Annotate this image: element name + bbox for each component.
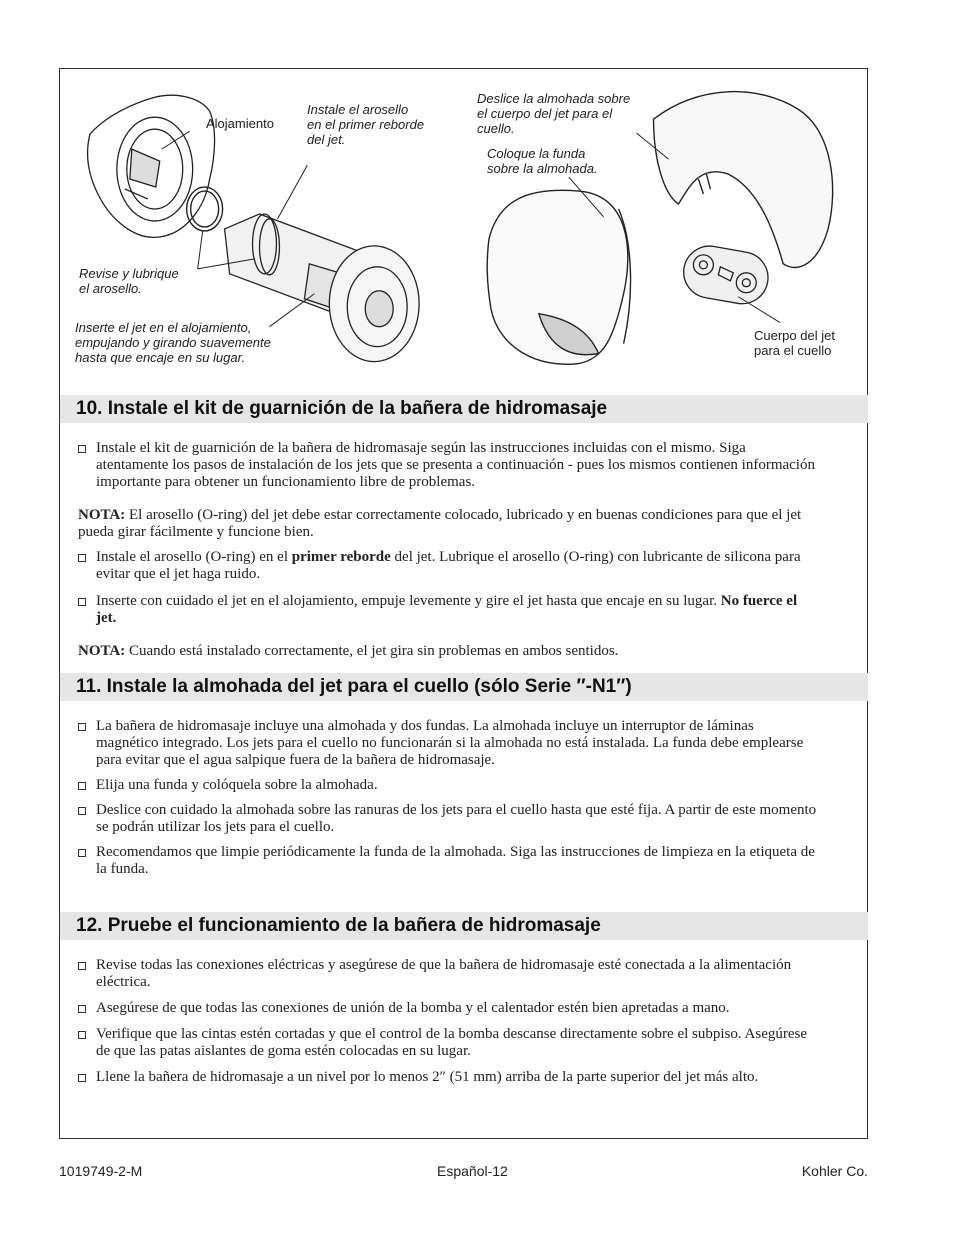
- section-12-title: 12. Pruebe el funcionamiento de la bañera de hidromasaje: [76, 915, 601, 936]
- footer-doc-number: 1019749-2-M: [59, 1163, 143, 1179]
- section-11-title: 11. Instale la almohada del jet para el cuello (sólo Serie ″-N1″): [76, 676, 632, 697]
- label-housing: Alojamiento: [206, 116, 274, 131]
- checkbox-square-icon: [78, 723, 86, 731]
- neck-jet-body-drawing: [680, 242, 773, 308]
- label-place-cover: Coloque la funda sobre la almohada.: [487, 146, 598, 176]
- label-slide-pillow: Deslice la almohada sobre el cuerpo del jet para el cuello.: [477, 91, 631, 136]
- note-paragraph: NOTA: Cuando está instalado correctamente, el jet gira sin problemas en ambos sentidos.: [78, 643, 619, 659]
- bullet-item: Instale el arosello (O-ring) en el primer reborde del jet. Lubrique el arosello (O-ring) con lubricante de silicona para evitar que el jet haga ruido.: [78, 549, 818, 583]
- label-check-lube: Revise y lubrique el arosello.: [79, 266, 179, 296]
- bullet-item: La bañera de hidromasaje incluye una almohada y dos fundas. La almohada incluye un interruptor de láminas magnético integrado. Los jets para el cuello no funcionarán si la almohada no está instalada. La funda debe emplearse para evitar que el agua salpique fuera de la bañera de hidromasaje.: [78, 718, 818, 769]
- checkbox-square-icon: [78, 782, 86, 790]
- pillow-cover-drawing: [654, 92, 833, 268]
- bullet-item: Inserte con cuidado el jet en el alojamiento, empuje levemente y gire el jet hasta que encaje en su lugar. No fuerce el jet.: [78, 593, 818, 627]
- footer-company: Kohler Co.: [801, 1163, 868, 1179]
- section-12-heading-bar: [60, 912, 868, 940]
- bullet-item: Llene la bañera de hidromasaje a un nivel por lo menos 2″ (51 mm) arriba de la parte superior del jet más alto.: [78, 1069, 818, 1086]
- section-10-heading-bar: [60, 395, 868, 423]
- section-10-body: [78, 440, 818, 660]
- section-11-body: [78, 718, 818, 878]
- checkbox-square-icon: [78, 598, 86, 606]
- pillow-drawing: [487, 190, 630, 364]
- checkbox-square-icon: [78, 962, 86, 970]
- checkbox-square-icon: [78, 1031, 86, 1039]
- label-insert-jet: Inserte el jet en el alojamiento, empujando y girando suavemente hasta que encaje en su lugar.: [75, 320, 271, 365]
- bullet-item: Deslice con cuidado la almohada sobre las ranuras de los jets para el cuello hasta que esté fija. A partir de este momento se podrán utilizar los jets para el cuello.: [78, 802, 818, 836]
- checkbox-square-icon: [78, 1005, 86, 1013]
- checkbox-square-icon: [78, 807, 86, 815]
- label-install-oring: Instale el arosello en el primer reborde del jet.: [307, 102, 425, 147]
- bullet-item: Revise todas las conexiones eléctricas y asegúrese de que la bañera de hidromasaje esté conectada a la alimentación eléctrica.: [78, 957, 818, 991]
- bullet-item: Verifique que las cintas estén cortadas y que el control de la bomba descanse directamente sobre el subpiso. Asegúrese de que las patas aislantes de goma estén colocadas en su lugar.: [78, 1026, 818, 1060]
- wall-housing-drawing: [88, 95, 215, 237]
- checkbox-square-icon: [78, 849, 86, 857]
- bullet-item: Recomendamos que limpie periódicamente la funda de la almohada. Siga las instrucciones de limpieza en la etiqueta de la funda.: [78, 844, 818, 878]
- footer-page-number: Español-12: [437, 1163, 508, 1179]
- checkbox-square-icon: [78, 1074, 86, 1082]
- checkbox-square-icon: [78, 445, 86, 453]
- section-12-body: [78, 957, 818, 1086]
- section-11-heading-bar: [60, 673, 868, 701]
- oring-drawing: [187, 187, 223, 231]
- note-paragraph: NOTA: El arosello (O-ring) del jet debe estar correctamente colocado, lubricado y en buenas condiciones para que el jet pueda girar fácilmente y funcione bien.: [78, 507, 802, 540]
- bullet-item: Instale el kit de guarnición de la bañera de hidromasaje según las instrucciones incluidas con el mismo. Siga atentamente los pasos de instalación de los jets que se presenta a continuación - pues los mismos contienen información importante para obtener un funcionamiento libre de problemas.: [78, 440, 818, 491]
- label-neck-jet-body: Cuerpo del jet para el cuello: [754, 328, 835, 358]
- bullet-item: Elija una funda y colóquela sobre la almohada.: [78, 777, 818, 794]
- section-10-title: 10. Instale el kit de guarnición de la bañera de hidromasaje: [76, 398, 608, 419]
- bullet-item: Asegúrese de que todas las conexiones de unión de la bomba y el calentador estén bien apretadas a mano.: [78, 1000, 818, 1017]
- checkbox-square-icon: [78, 554, 86, 562]
